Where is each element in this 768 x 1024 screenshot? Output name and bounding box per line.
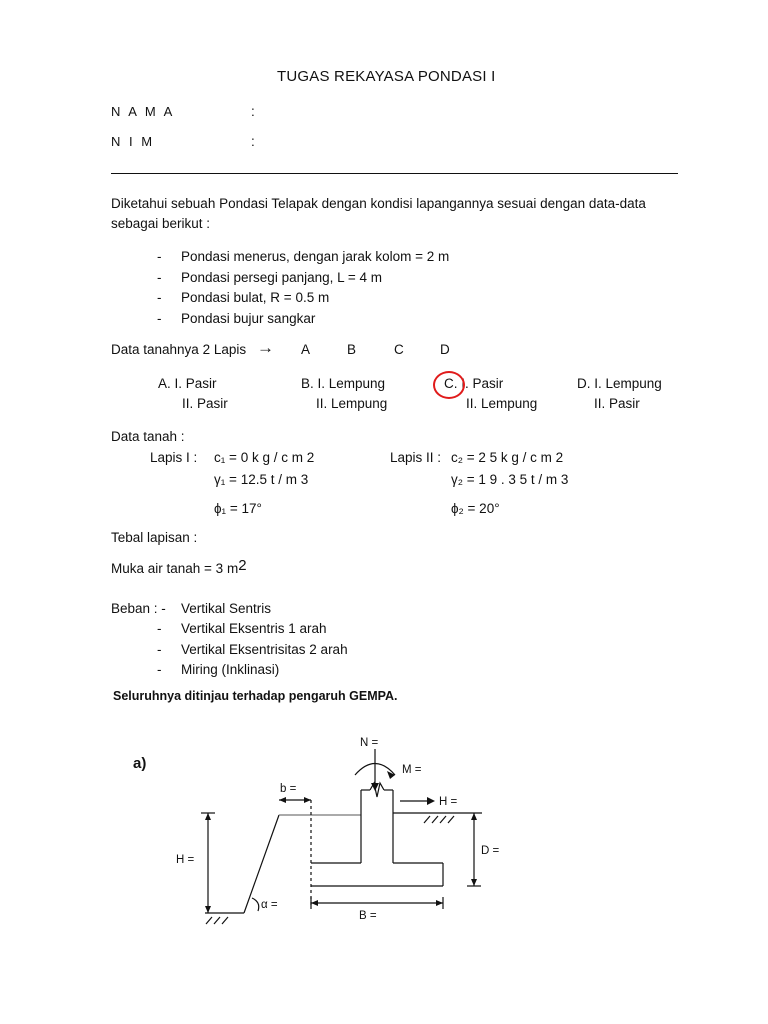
option-b: B <box>347 342 357 357</box>
label-D: D = <box>481 845 500 857</box>
figure-label: a) <box>133 755 147 772</box>
gempa-note: Seluruhnya ditinjau terhadap pengaruh GEMPA. <box>113 689 398 703</box>
list-item: Pondasi bujur sangkar <box>181 311 316 326</box>
load-item-dash: - <box>157 621 162 636</box>
list-item: Pondasi bulat, R = 0.5 m <box>181 290 330 305</box>
choice-a-line2: II. Pasir <box>182 396 228 411</box>
layer1-label: Lapis I : <box>150 450 198 465</box>
choice-b-line1: B. I. Lempung <box>301 376 386 391</box>
loads-label: Beban : - <box>111 601 166 616</box>
load-item-dash: - <box>157 662 162 677</box>
nim-colon: : <box>251 134 255 149</box>
layer1-friction-angle: ϕ₁ = 17° <box>214 501 262 516</box>
nama-colon: : <box>251 104 255 119</box>
layer2-unit-weight: γ₂ = 1 9 . 3 5 t / m 3 <box>451 472 569 487</box>
nama-label: N A M A <box>111 104 175 119</box>
layer1-cohesion: c₁ = 0 k g / c m 2 <box>214 450 315 465</box>
label-B: B = <box>359 910 377 922</box>
label-b: b = <box>280 783 297 795</box>
choice-d-line2: II. Pasir <box>594 396 640 411</box>
list-item-dash: - <box>157 270 162 285</box>
label-H-height: H = <box>176 854 195 866</box>
intro-line-2: sebagai berikut : <box>111 216 211 231</box>
list-item: Pondasi menerus, dengan jarak kolom = 2 m <box>181 249 450 264</box>
list-item-dash: - <box>157 311 162 326</box>
thickness-label: Tebal lapisan : <box>111 530 198 545</box>
arrow-right-icon: → <box>257 338 274 357</box>
soil-layers-label: Data tanahnya 2 Lapis <box>111 342 247 357</box>
angle-arc <box>252 898 259 911</box>
ground-hatch-right <box>424 816 454 823</box>
choice-c-line1: C. I. Pasir <box>444 376 504 391</box>
layer2-cohesion: c₂ = 2 5 k g / c m 2 <box>451 450 564 465</box>
load-item: Miring (Inklinasi) <box>181 662 280 677</box>
choice-b-line2: II. Lempung <box>316 396 388 411</box>
intro-line-1: Diketahui sebuah Pondasi Telapak dengan kondisi lapangannya sesuai dengan data-data <box>111 196 646 211</box>
option-c: C <box>394 342 404 357</box>
soil-data-heading: Data tanah : <box>111 429 185 444</box>
option-a: A <box>301 342 311 357</box>
choice-c-line2: II. Lempung <box>466 396 538 411</box>
list-item: Pondasi persegi panjang, L = 4 m <box>181 270 383 285</box>
load-item: Vertikal Sentris <box>181 601 272 616</box>
moment-arrow-head <box>387 771 395 779</box>
load-item-dash: - <box>157 642 162 657</box>
nim-label: N I M <box>111 134 155 149</box>
horizontal-arrow-head <box>427 797 435 805</box>
list-item-dash: - <box>157 290 162 305</box>
load-item: Vertikal Eksentrisitas 2 arah <box>181 642 348 657</box>
groundwater-label: Muka air tanah = 3 m2 <box>111 557 247 576</box>
layer1-unit-weight: γ₁ = 12.5 t / m 3 <box>214 472 309 487</box>
layer2-label: Lapis II : <box>390 450 442 465</box>
list-item-dash: - <box>157 249 162 264</box>
load-item: Vertikal Eksentris 1 arah <box>181 621 327 636</box>
page-title: TUGAS REKAYASA PONDASI I <box>277 68 496 85</box>
option-d: D <box>440 342 450 357</box>
label-alpha: α = <box>261 899 278 911</box>
layer2-friction-angle: ϕ₂ = 20° <box>451 501 500 516</box>
label-N: N = <box>360 737 379 749</box>
choice-d-line1: D. I. Lempung <box>577 376 662 391</box>
label-H-force: H = <box>439 796 458 808</box>
ground-hatch-left <box>206 917 228 924</box>
choice-a-line1: A. I. Pasir <box>158 376 217 391</box>
label-M: M = <box>402 764 422 776</box>
